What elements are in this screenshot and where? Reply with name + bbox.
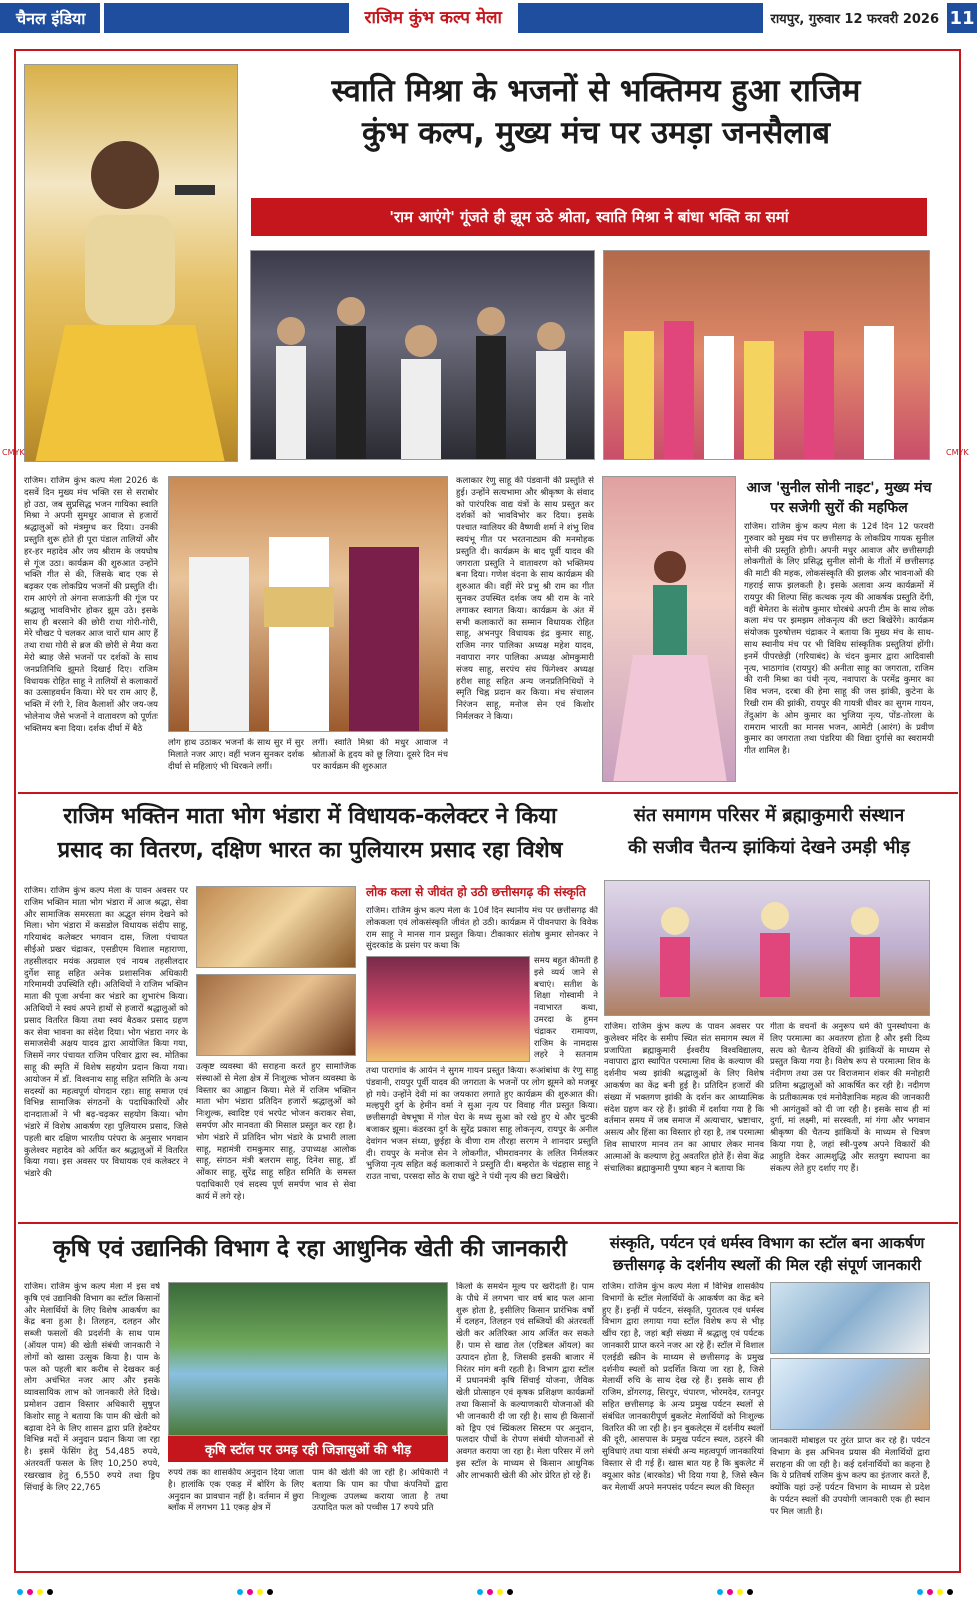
singer-photo [24,64,238,462]
story1-subhead: 'राम आएंगे' गूंजते ही झूम उठे श्रोता, स्वाति मिश्रा ने बांधा भक्ति का समां [251,198,927,236]
tourism-stall-photo-2 [770,1358,930,1430]
story4-headline: लोक कला से जीवंत हो उठी छत्तीसगढ़ की संस्कृति [366,885,586,899]
dancer-illustration [603,477,736,782]
story1-col4: कलाकार रेणु साहू की पंडवानी की प्रस्तुति से हुई। उन्होंने सत्यभामा और श्रीकृष्ण के संवाद को पारंपरिक वाद्य यंत्रों के साथ प्रस्तुत कर दर्शकों को भावविभोर कर दिया। इसके पश्चात ग्वालियर की वैष्णवी शर्मा ने शंभु शिव स्वयंभू गीत पर भरतनाट्यम की मनमोहक प्रस्तुति दी। कार्यक्रम के बाद पूर्वी यादव की जगराता प्रस्तुति ने वातावरण को भक्तिमय बना दिया। गणेश वंदना के साथ कार्यक्रम की शुरुआत की। वहीं मेरे प्रभु श्री राम का गीत सुनकर उपस्थित दर्शक जय श्री राम के नारे लगाकर स्वागत किया। कार्यक्रम के अंत में सभी कलाकारों का सम्मान विधायक रोहित साहू, अभनपुर विधायक इंद्र कुमार साहू, राजिम नगर पालिका अध्यक्ष महेश यादव, नवापारा नगर पालिका अध्यक्ष ओमकुमारी संजय साहू, सरपंच संघ फिंगेश्वर अध्यक्ष हरीश साहू सहित अन्य जनप्रतिनिधियों ने स्मृति चिह्न प्रदान कर किया। मंच संचालन निरंजन साहू, मनोज सेन एवं किशोर निर्मलकर ने किया। [456,476,594,722]
audience-women-illustration [604,251,930,460]
story1-col3: लगीं। स्वाति मिश्रा की मधुर आवाज ने श्रोताओं के हृदय को छू लिया। दूसरे दिन मंच पर कार्यक्रम की शुरुआत [312,738,448,772]
story4-side: समय बहुत कीमती है इसे व्यर्थ जाने से बचाएं। सतीश के शिक्षा गोस्वामी ने नवाभारत कथा, उमरदा के हुमन चंद्राकर रामायण, राजिम के नामदास लहरे ने सतनाम [534,956,598,1061]
dancer-photo [602,476,736,782]
story5-col1: राजिम। राजिम कुंभ कल्प के पावन अवसर पर कुलेश्वर मंदिर के समीप स्थित संत समागम स्थल में प्रजापिता ब्रह्माकुमारी ईश्वरीय विश्वविद्यालय, नवापारा द्वारा स्थापित परमात्मा शिव के कल्याण की दर्शनीय भव्य झांकी श्रद्धालुओं के लिए विशेष आकर्षण का केंद्र बनी हुई है। प्रतिदिन हजारों की संख्या में भक्तगण झांकी के दर्शन कर आध्यात्मिक संदेश ग्रहण कर रहे हैं। झांकी में दर्शाया गया है कि वर्तमान समय में जब समाज में अत्याचार, भ्रष्टाचार, असत्य और हिंसा का विस्तार हो रहा है, तब परमात्मा शिव साधारण मानव तन का आधार लेकर मानव आत्माओं के कल्याण हेतु अवतरित होते हैं। सेवा केंद्र संचालिका ब्रह्माकुमारी पुष्पा बहन ने बताया कि [604,1022,764,1174]
story3-headline [24,800,596,868]
story6-col3: पाम की खेती की जा रही है। अधिकारी ने बताया कि पाम का पौधा कंपनियों द्वारा निःशुल्क उपलब्ध कराया जाता है तथा उत्पादित फल को पच्चीस 17 रुपये प्रति [312,1468,448,1514]
story4-bottom: तथा पारागांव के आर्यन ने सुगम गायन प्रस्तुत किया। रूआंबांधा के रेणु साहू पंडवानी, रायपुर पूर्वी यादव की जगराता के भजनों पर लोग झूमने को मजबूर हो गये। उन्होंने देवी मां का जयकारा लगाते हुए कार्यक्रम की शुरुआत की। मल्हपुरी दुर्ग के हेमीन वर्मा ने सुआ नृत्य पर विवाह गीत प्रस्तुत किया। छत्तीसगढ़ी वेषभूषा में गोल घेरा के मध्य सुआ को रखे हुए थे और चुटकी बजाकर झूमा। कंडरका दुर्ग के सुरेंद्र प्रकाश साहू लोकनृत्य, रायपुर के अनील देवांगन भजन संध्या, छुईहा के वीणा राम तौरहा सरगम ने शानदार प्रस्तुति दी। रायपुर के मनोज सेन ने लोकगीत, भीमरावनगर के ललित निर्मलकर भुजिया नृत्य सहित कई कलाकारों ने प्रस्तुति दी। बम्हरोत के चंद्रहास साहू ने राउत नाचा, परसदा सोंठ के राधा खुंटे ने पंथी नृत्य की छटा बिखेरी। [366,1066,598,1183]
section-divider [18,792,958,794]
section-label: चैनल इंडिया [0,3,100,33]
registration-mark-left: CMYK [2,448,25,457]
registration-mark-right: CMYK [946,448,969,457]
issue-date: रायपुर, गुरुवार 12 फरवरी 2026 [770,12,939,27]
story3-col1: राजिम। राजिम कुंभ कल्प मेला के पावन अवसर पर राजिम भक्तिन माता भोग भंडारा में आज श्रद्धा, सेवा और सामाजिक समरसता का अद्भुत संगम देखने को मिला। भोग भंडारा में कसडोल विधायक संदीप साहू, गरियाबंद कलेक्टर भगवान दास, जिला पंचायत सीईओ प्रखर चंद्राकर, एसडीएम विशाल महाराणा, तहसीलदार मयंक अग्रवाल एवं नायब तहसीलदार दुर्गेश साहू सहित अनेक प्रशासनिक अधिकारी गरिमामयी उपस्थिति रही। अतिथियों ने राजिम भक्तिन माता की पूजा अर्चना कर भंडारे का शुभारंभ किया। अतिथियों ने स्वयं अपने हाथों से हजारों श्रद्धालुओं को प्रसाद वितरित किया तथा स्वयं बैठकर प्रसाद ग्रहण कर सेवा भावना का संदेश दिया। भोग भंडारा नगर के समाजसेवी अक्षय यादव द्वारा आयोजित किया गया, जिसमें नगर पंचायत राजिम परिवार द्वारा स्व. मोतिका साहू की स्मृति में विशेष सहयोग प्रदान किया गया। आयोजन में डॉ. विश्वनाथ साहू सहित समिति के अन्य सदस्यों का महत्वपूर्ण योगदान रहा। साहू समाज एवं विभिन्न सामाजिक संगठनों के पदाधिकारियों और दानदाताओं ने भी बढ़-चढ़कर सहयोग किया। भोग भंडारे में विशेष आकर्षण रहा पुलियारम प्रसाद, जिसे पहली बार दक्षिण भारतीय परंपरा के अनुसार भगवान कुलेश्वर महादेव को अर्पित कर श्रद्धालुओं में वितरित किया गया। इस अवसर पर विधायक एवं कलेक्टर ने भंडारे की [24,886,188,1180]
story6-col1: राजिम। राजिम कुंभ कल्प मेला में इस वर्ष कृषि एवं उद्यानिकी विभाग का स्टॉल किसानों और मेलार्थियों के लिए विशेष आकर्षण का केंद्र बना हुआ है। तिलहन, दलहन और सब्जी फसलों की प्रदर्शनी के साथ पाम (ऑयल पाम) की खेती संबंधी जानकारी ने लोगों को खासा उत्सुक किया है। पाम के फल को पहली बार करीब से देखकर कई लोग अचंभित नजर आए और इसके व्यावसायिक लाभ को जानकारी लेते दिखे। प्रमोशन उद्यान विस्तार अधिकारी सुषुप्त किशोर साहू ने बताया कि पाम की खेती को बढ़ावा देने के लिए शासन द्वारा प्रति हेक्टेयर विभिन्न मदों में अनुदान प्रदान किया जा रहा है। इसमें फेंसिंग हेतु 54,485 रुपये, अंतरवर्ती फसल के लिए 10,250 रुपये, रखरखाव हेतु 6,550 रुपये तथा ड्रिप सिंचाई के लिए 22,765 [24,1282,160,1493]
crowd-photo [250,250,595,460]
story1-headline [246,70,946,154]
story4-body: राजिम। राजिम कुंभ कल्प मेला के 10वें दिन स्थानीय मंच पर छत्तीसगढ़ की लोककला एवं लोकसंस्कृति जीवंत हो उठी। कार्यक्रम में पीवनपारा के विवेक राम साहू ने मानस गान प्रस्तुत किया। टीकाकार संतोष कुमार सोनकर ने सुंदरकांड के प्रसंग पर कथा कि [366,906,598,952]
crowd-illustration [251,251,595,460]
singer-illustration [25,65,238,462]
story2-body: राजिम। राजिम कुंभ कल्प मेला के 12वें दिन 12 फरवरी गुरुवार को मुख्य मंच पर छत्तीसगढ़ के लोकप्रिय गायक सुनील सोनी की प्रस्तुति होगी। अपनी मधुर आवाज और छत्तीसगढ़ी लोकगीतों के लिए प्रसिद्ध सुनील सोनी के गीतों में छत्तीसगढ़ की माटी की महक, लोकसंस्कृति की झलक और भावनाओं की गहराई साफ झलकती है। इसके अलावा अन्य कार्यक्रमों में रायपुर की शिल्पा सिंह कत्थक नृत्य की आकर्षक प्रस्तुति देंगी, वहीं बेमेतरा के संतोष कुमार घोरबंधे अपनी टीम के साथ लोक कला मंच पर झमझम लोकनृत्य की छटा बिखेरेंगे। कार्यक्रम संयोजक पुरुषोत्तम चंद्राकर ने बताया कि मुख्य मंच के साथ-साथ स्थानीय मंच पर भी विविध सांस्कृतिक प्रस्तुतियां होंगी। इनमें पीपरछेड़ी (गरियाबंद) के चंदन कुमार द्वारा आदिवासी नृत्य, भाठागांव (रायपुर) की अनीता साहू का जगराता, राजिम की रानी मिश्रा का पंथी नृत्य, नवापारा के परमेंद्र कुमार का शिव भजन, दरबा की हेमा साहू की जस झांकी, कुटेना के रिखी राम की झांकी, रायपुर की गायत्री धीवर का सुगम गायन, तेंदुआंग के ओम कुमार का भुजिया नृत्य, पोंड-तोरला के रामराम भारती का मानस भजन, आमेटी (आरंग) के प्रवीण कुमार का जगराता तथा पंडरिया की विद्या दुर्गासे का स्वरामयी गीत शामिल है। [744,522,934,757]
page-header [0,0,977,36]
story5-headline-line1: संत समागम परिसर में ब्रह्माकुमारी संस्थान [633,805,905,826]
story1-headline-line2: कुंभ कल्प, मुख्य मंच पर उमड़ा जनसैलाब [361,115,831,151]
story1-col2: लोग हाथ उठाकर भजनों के साथ सुर में सुर मिलाते नजर आए। वहीं भजन सुनकर दर्शक दीर्घा से महिलाएं भी थिरकने लगीं। [168,738,304,772]
story2-headline: आज 'सुनील सोनी नाइट', मुख्य मंच पर सजेगी सुरों की महफिल [746,480,932,516]
folk-dance-photo [366,956,530,1062]
story3-col2: उत्कृष्ट व्यवस्था की सराहना करते हुए सामाजिक संस्थाओं से मेला क्षेत्र में निःशुल्क भोजन व्यवस्था के विस्तार का आह्वान किया। मेले में राजिम भक्तिन माता भोग भंडारा प्रतिदिन हजारों श्रद्धालुओं को निःशुल्क, स्वादिष्ट एवं भरपेट भोजन कराकर सेवा, समर्पण और मानवता की मिसाल प्रस्तुत कर रहा है। भोग भंडारे में प्रतिदिन भोग भंडारे के प्रभारी लाला साहू, महामंत्री रामकुमार साहू, उपाध्यक्ष आलोक साहू, संगठन मंत्री बलराम साहू, दिनेश साहू, डॉ ओंकार साहू, सुरेंद्र साहू सहित समिति के समस्त पदाधिकारी एवं सदस्य पूर्ण समर्पण भाव से सेवा कार्य में लगे रहे। [196,1062,356,1202]
award-photo [168,476,448,732]
audience-women-photo [603,250,930,460]
tableau-illustration [605,881,930,1016]
story3-headline-line1: राजिम भक्तिन माता भोग भंडारा में विधायक-कलेक्टर ने किया [63,804,557,829]
story7-headline-line1: संस्कृति, पर्यटन एवं धर्मस्व विभाग का स्टॉल बना आकर्षण [609,1234,925,1252]
story7-headline-line2: छत्तीसगढ़ के दर्शनीय स्थलों की मिल रही संपूर्ण जानकारी [612,1256,922,1274]
story5-col2: गीता के वचनों के अनुरूप धर्म की पुनर्स्थापना के लिए परमात्मा का अवतरण होता है और इसी दिव्य सत्य को चैतन्य देवियों की झांकियों के माध्यम से प्रस्तुत किया गया है। विशेष रूप से परमात्मा शिव के नंदीगण तथा उस पर विराजमान शंकर की मनोहारी प्रतिमा श्रद्धालुओं को आकर्षित कर रही है। नदीगण के प्रतीकात्मक एवं मनोवैज्ञानिक महत्व की जानकारी भी आगंतुकों को दी जा रही है। इसके साथ ही मां दुर्गा, मां लक्ष्मी, मां सरस्वती, मां गंगा और भगवान श्रीकृष्ण की चैतन्य झांकियों के माध्यम से चित्रण किया गया है, जहां स्त्री-पुरुष अपने विकारों की आहुति देकर आत्मशुद्धि और सतयुग स्थापना का संकल्प लेते हुए दर्शाए गए हैं। [770,1022,930,1174]
story6-col4: किलो के समर्थन मूल्य पर खरीदती है। पाम के पौधे में लगभग चार वर्ष बाद फल आना शुरू होता है, इसीलिए किसान प्रारंभिक वर्षों में दलहन, तिलहन एवं सब्जियों की अंतरवर्ती खेती कर अतिरिक्त आय अर्जित कर सकते हैं। पाम से खाद्य तेल (एडिबल ऑयल) का उत्पादन होता है, जिसकी इसकी बाजार में निरंतर मांग बनी रहती है। विभाग द्वारा स्टॉल में प्रधानमंत्री कृषि सिंचाई योजना, जैविक खेती प्रोत्साहन एवं कृषक प्रशिक्षण कार्यक्रमों तथा किसानों के कल्याणकारी योजनाओं की भी जानकारी दी जा रही है। साथ ही किसानों को ड्रिप एवं स्प्रिंकलर सिस्टम पर अनुदान, फलदार पौधों के रोपण संबंधी योजनाओं से अवगत कराया जा रहा है। मेला परिसर में लगे इस स्टॉल के माध्यम से किसान आधुनिक और लाभकारी खेती की ओर प्रेरित हो रहे हैं। [456,1282,594,1481]
color-bar [0,1588,977,1596]
tourism-stall-photo-1 [770,1282,930,1354]
story5-headline-line2: की सजीव चैतन्य झांकियां देखने उमड़ी भीड़ [628,837,910,858]
story6-headline: कृषि एवं उद्यानिकी विभाग दे रहा आधुनिक खेती की जानकारी [53,1236,567,1262]
page-number: 11 [947,3,977,33]
bhandara-photo-2 [196,974,356,1056]
story7-col2: जानकारी मोबाइल पर तुरंत प्राप्त कर रहे हैं। पर्यटन विभाग के इस अभिनव प्रयास की मेलार्थियों द्वारा सराहना की जा रही है। कई दर्शनार्थियों का कहना है कि ये प्रतिवर्ष राजिम कुंभ कल्प का इंतजार करते हैं, क्योंकि यहां उन्हें पर्यटन विभाग के माध्यम से प्रदेश के पर्यटन स्थलों की उपयोगी जानकारी एक ही स्थान पर मिल जाती है। [770,1436,930,1517]
masthead-bar [104,3,763,33]
story6-col2: रुपये तक का शासकीय अनुदान दिया जाता है। हालांकि एक एकड़ में बोरिंग के लिए अनुदान का प्रावधान नहीं है। वर्तमान में छुरा ब्लॉक में लगभग 11 एकड़ क्षेत्र में [168,1468,304,1514]
story6-caption: कृषि स्टॉल पर उमड़ रही जिज्ञासुओं की भीड़ [168,1436,448,1462]
bhandara-photo-1 [196,886,356,968]
story3-headline-line2: प्रसाद का वितरण, दक्षिण भारत का पुलियारम प्रसाद रहा विशेष [57,838,563,863]
story5-headline [604,800,934,864]
agri-stall-photo [168,1282,448,1436]
masthead: राजिम कुंभ कल्प मेला [349,3,518,33]
story1-headline-line1: स्वाति मिश्रा के भजनों से भक्तिमय हुआ राजिम [331,73,861,109]
award-illustration [169,477,448,732]
section-divider-2 [18,1222,958,1224]
story1-col1: राजिम। राजिम कुंभ कल्प मेला 2026 के दसवें दिन मुख्य मंच भक्ति रस से सराबोर हो उठा, जब सुप्रसिद्ध भजन गायिका स्वाति मिश्रा ने अपनी सुमधुर आवाज से हजारों श्रद्धालुओं को मंत्रमुग्ध कर दिया। उनकी प्रस्तुति शुरू होते ही पूरा पंडाल तालियों और हर-हर महादेव और जय श्रीराम के जयघोष से गूंज उठा। कार्यक्रम की शुरुआत उन्होंने भक्ति गीत से की, जिसके बाद एक से बढ़कर एक लोकप्रिय भजनों की प्रस्तुति दी। राम आएंगे तो अंगना सजाऊंगी की गूंज पर श्रद्धालु भावविभोर होकर झूम उठे। इसके साथ ही बरसाने की छोरी राधा गोरी-गोरी, मेरे चौखट पे चलकर आज चारों धाम आए हैं तथा राधा गोरी से ब्रज की छोरी से मैया करा मेरो ब्याह जैसे भजनों पर दर्शकों के साथ जनप्रतिनिधि झूमते दिखाई दिए। राजिम विधायक रोहित साहू ने तालियों से कलाकारों का उत्साहवर्धन किया। मेरे घर राम आए हैं, भक्ति में रंगी रे, शिव कैलाशों और जय-जय भोलेनाथ जैसे भजनों ने वातावरण को पूर्णतः भक्तिमय बना दिया। दर्शक दीर्घा में बैठे [24,476,158,734]
tableau-photo [604,880,930,1016]
story7-headline [600,1232,934,1276]
story7-col1: राजिम। राजिम कुंभ कल्प मेला में विभिन्न शासकीय विभागों के स्टॉल मेलार्थियों के आकर्षण का केंद्र बने हुए हैं। इन्हीं में पर्यटन, संस्कृति, पुरातत्व एवं धर्मस्व विभाग द्वारा लगाया गया स्टॉल विशेष रूप से भीड़ खींच रहा है, जहां बड़ी संख्या में श्रद्धालु एवं पर्यटक जानकारी प्राप्त करने नजर आ रहे हैं। स्टॉल में विशाल एलईडी स्क्रीन के माध्यम से छत्तीसगढ़ के प्रमुख दर्शनीय स्थलों को प्रदर्शित किया जा रहा है, जिसे मेलार्थी रुचि के साथ देख रहे हैं। इसके साथ ही राजिम, डोंगरगढ़, सिरपुर, चंपारण, भोरमदेव, रतनपुर सहित छत्तीसगढ़ के अन्य प्रमुख पर्यटन स्थलों से संबंधित जानकारीपूर्ण बुकलेट मेलार्थियों को निःशुल्क वितरित की जा रही है। इन बुकलेट्स में दर्शनीय स्थलों की दूरी, आसपास के प्रमुख पर्यटन स्थल, ठहरने की सुविधाएं तथा यात्रा संबंधी अन्य महत्वपूर्ण जानकारियां विस्तार से दी गई हैं। खास बात यह है कि बुकलेट में क्यूआर कोड (बारकोड) भी दिया गया है, जिसे स्कैन कर मेलार्थी अपने मनपसंद पर्यटन स्थल की विस्तृत [602,1282,764,1493]
